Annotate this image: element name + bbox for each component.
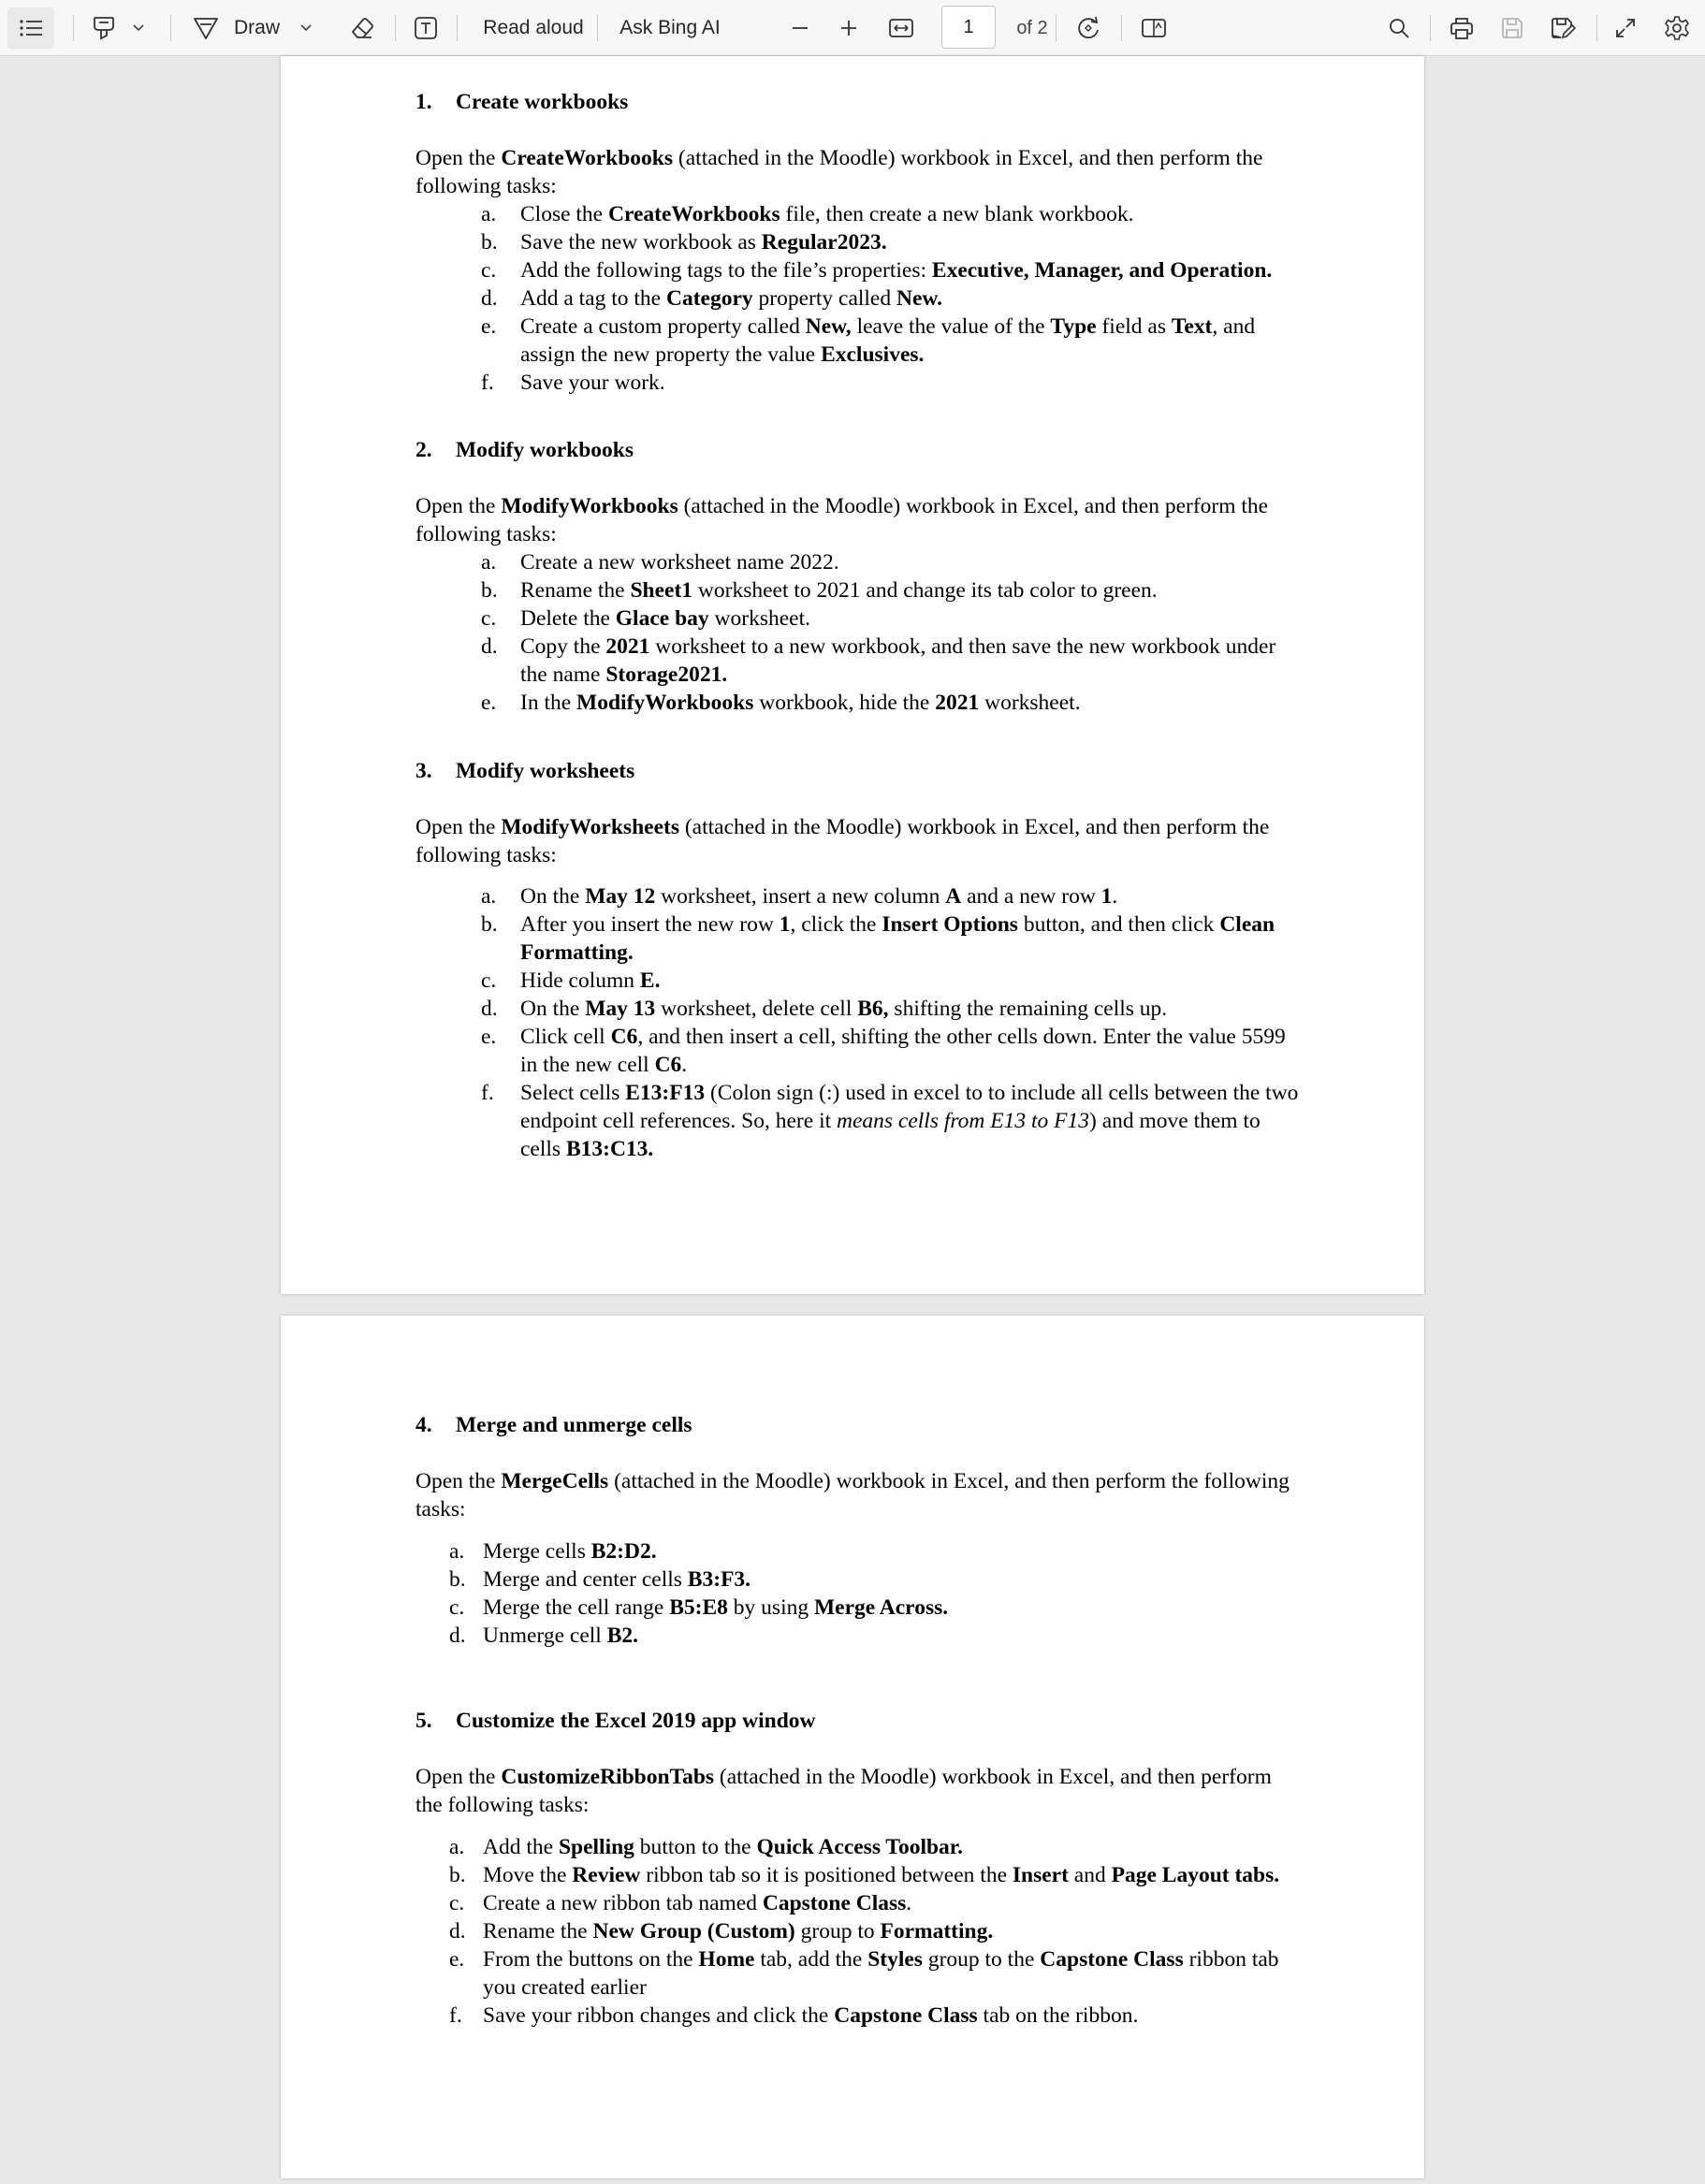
task-item-text: Save the new workbook as Regular2023. [520, 230, 887, 255]
task-item-text: On the May 13 worksheet, delete cell B6, shifting the remaining cells up. [520, 997, 1168, 1021]
task-item [449, 1861, 1291, 1889]
print-button[interactable] [1445, 0, 1479, 56]
save-as-icon [1550, 16, 1576, 40]
highlight-button[interactable] [88, 0, 120, 56]
task-item-text: Merge the cell range B5:E8 by using Merge Across. [483, 1595, 949, 1620]
save-disk-icon [1500, 16, 1524, 40]
section-intro: Open the ModifyWorkbooks (attached in the Moodle) workbook in Excel, and then perform the following tasks: [415, 494, 1269, 546]
task-item-text: Save your work. [520, 371, 665, 395]
task-item-label: b. [481, 230, 498, 255]
task-list [449, 1833, 1291, 2030]
toolbar-separator [1121, 15, 1122, 41]
task-item-label: e. [449, 1947, 465, 1972]
ask-bing-button[interactable] [614, 0, 726, 56]
task-item [481, 256, 1304, 284]
toolbar-separator [73, 15, 74, 41]
section-intro: Open the MergeCells (attached in the Moodle) workbook in Excel, and then perform the following tasks: [415, 1469, 1290, 1522]
toolbar-separator [170, 15, 171, 41]
expand-icon [1614, 17, 1637, 39]
task-item-text: Move the Review ribbon tab so it is positioned between the Insert and Page Layout tabs. [483, 1863, 1280, 1887]
task-item-text: Create a custom property called New, leave the value of the Type field as Text, and assign the new property the value Exclusives. [520, 314, 1256, 367]
task-item-label: a. [449, 1835, 465, 1859]
eraser-icon [349, 15, 375, 41]
task-item [449, 1917, 1291, 1945]
toolbar-separator [1596, 15, 1597, 41]
full-screen-button[interactable] [1610, 0, 1641, 56]
toolbar-separator [395, 15, 396, 41]
task-item-label: a. [449, 1539, 465, 1564]
toolbar-separator [1430, 15, 1431, 41]
task-item-label: b. [449, 1863, 466, 1887]
task-item-label: a. [481, 884, 497, 909]
highlight-options-chevron[interactable] [129, 0, 148, 56]
task-item-text: Click cell C6, and then insert a cell, shifting the other cells down. Enter the value 5599 in the new cell C6. [520, 1025, 1286, 1077]
zoom-in-button[interactable] [833, 0, 865, 56]
task-item [481, 910, 1304, 967]
task-item [481, 995, 1304, 1023]
task-item-text: Hide column E. [520, 968, 661, 993]
task-item [481, 200, 1304, 228]
task-item-label: f. [481, 1081, 494, 1105]
task-item-label: a. [481, 202, 497, 226]
task-item-text: Unmerge cell B2. [483, 1623, 638, 1648]
task-item-label: f. [449, 2003, 462, 2028]
task-item [449, 1889, 1291, 1917]
section-intro: Open the ModifyWorksheets (attached in the Moodle) workbook in Excel, and then perform the following tasks: [415, 815, 1270, 867]
task-list [481, 882, 1304, 1163]
page-number-value: 1 [963, 16, 974, 37]
task-item [481, 967, 1304, 995]
task-item-text: Copy the 2021 worksheet to a new workbook, and then save the new workbook under the name Storage2021. [520, 634, 1276, 687]
ask-bing-label: Ask Bing AI [619, 17, 721, 38]
task-item [481, 576, 1304, 604]
pdf-page-1 [281, 56, 1424, 1294]
minus-icon [791, 19, 809, 37]
highlighter-icon [92, 15, 116, 41]
read-aloud-button[interactable] [475, 0, 591, 56]
rotate-button[interactable] [1071, 0, 1106, 56]
section-heading: 1. Create workbooks [415, 90, 629, 114]
task-item [481, 689, 1304, 717]
contents-menu-button[interactable] [7, 7, 54, 49]
task-item-label: d. [481, 634, 498, 659]
section-heading: 5. Customize the Excel 2019 app window [415, 1709, 816, 1733]
task-item [449, 1622, 1291, 1650]
printer-icon [1449, 16, 1475, 40]
task-item [449, 1833, 1291, 1861]
task-item-label: b. [481, 578, 498, 603]
task-item [449, 2002, 1291, 2030]
task-item-label: d. [449, 1919, 466, 1944]
save-as-button[interactable] [1546, 0, 1580, 56]
fit-to-width-button[interactable] [883, 0, 919, 56]
task-item-text: On the May 12 worksheet, insert a new column A and a new row 1. [520, 884, 1118, 909]
save-button[interactable] [1495, 0, 1529, 56]
list-icon [19, 19, 43, 37]
search-icon [1388, 17, 1410, 39]
task-item [481, 1079, 1304, 1163]
read-aloud-label: Read aloud [483, 17, 584, 38]
toolbar-separator [1056, 15, 1057, 41]
task-item [481, 228, 1304, 256]
task-item-label: e. [481, 314, 497, 339]
chevron-down-icon [133, 24, 144, 32]
task-item [481, 548, 1304, 576]
task-item [481, 1023, 1304, 1079]
plus-icon [839, 19, 858, 37]
task-item-text: In the ModifyWorkbooks workbook, hide the 2021 worksheet. [520, 691, 1081, 715]
task-item-text: From the buttons on the Home tab, add the Styles group to the Capstone Class ribbon tab you created earlier [483, 1947, 1279, 2000]
task-item [481, 369, 1304, 397]
settings-button[interactable] [1660, 0, 1694, 56]
page-number-input[interactable] [941, 6, 996, 49]
task-item [481, 882, 1304, 910]
erase-button[interactable] [346, 0, 378, 56]
task-item-label: d. [481, 286, 498, 311]
zoom-out-button[interactable] [784, 0, 816, 56]
task-item-text: Create a new ribbon tab named Capstone Class. [483, 1891, 912, 1915]
task-item-label: e. [481, 1025, 497, 1049]
task-item-text: After you insert the new row 1, click the Insert Options button, and then click Clean Formatting. [520, 912, 1275, 965]
chevron-down-icon [300, 24, 312, 32]
pdf-toolbar [0, 0, 1705, 56]
pdf-page-2 [281, 1316, 1424, 2178]
section-heading: 2. Modify workbooks [415, 438, 634, 462]
task-item-text: Select cells E13:F13 (Colon sign (:) used in excel to to include all cells between the two endpoint cell references. So, here it means cells from E13 to F13) and move them to cells B13:C13. [520, 1081, 1299, 1161]
toolbar-separator [597, 15, 598, 41]
task-item [481, 633, 1304, 689]
task-item-text: Rename the Sheet1 worksheet to 2021 and change its tab color to green. [520, 578, 1158, 603]
task-item [481, 604, 1304, 633]
task-item-label: d. [449, 1623, 466, 1648]
task-item-text: Add a tag to the Category property called New. [520, 286, 942, 311]
page-view-button[interactable] [1136, 0, 1172, 56]
task-item [449, 1945, 1291, 2002]
task-item-label: c. [481, 606, 497, 631]
task-item-label: b. [449, 1567, 466, 1592]
task-item-text: Create a new worksheet name 2022. [520, 550, 839, 575]
section-heading: 4. Merge and unmerge cells [415, 1413, 692, 1437]
task-item-label: c. [449, 1891, 465, 1915]
task-item-label: a. [481, 550, 497, 575]
toolbar-separator [457, 15, 458, 41]
task-item-label: e. [481, 691, 497, 715]
rotate-icon [1075, 15, 1101, 41]
task-item-label: d. [481, 997, 498, 1021]
task-item [449, 1565, 1291, 1594]
two-page-view-icon [1141, 17, 1167, 39]
draw-button[interactable] [193, 0, 333, 56]
task-item-text: Rename the New Group (Custom) group to Formatting. [483, 1919, 994, 1944]
fit-width-icon [888, 17, 914, 39]
task-list [481, 200, 1304, 397]
task-item [481, 284, 1304, 313]
add-text-button[interactable] [410, 0, 442, 56]
task-item [449, 1537, 1291, 1565]
section-intro: Open the CreateWorkbooks (attached in the Moodle) workbook in Excel, and then perform the following tasks: [415, 146, 1263, 198]
section-intro: Open the CustomizeRibbonTabs (attached in the Moodle) workbook in Excel, and then perform the following tasks: [415, 1765, 1272, 1817]
text-box-icon [413, 15, 439, 41]
task-item [481, 313, 1304, 369]
task-list [481, 548, 1304, 717]
section-heading: 3. Modify worksheets [415, 759, 635, 783]
task-item-text: Add the following tags to the file’s properties: Executive, Manager, and Operation. [520, 258, 1273, 283]
task-item-label: c. [449, 1595, 465, 1620]
gear-icon [1664, 15, 1690, 41]
draw-pen-icon [193, 16, 219, 40]
task-item-label: c. [481, 258, 497, 283]
task-item [449, 1594, 1291, 1622]
task-item-text: Delete the Glace bay worksheet. [520, 606, 810, 631]
task-item-text: Close the CreateWorkbooks file, then create a new blank workbook. [520, 202, 1134, 226]
search-button[interactable] [1383, 0, 1415, 56]
task-item-label: c. [481, 968, 497, 993]
draw-label: Draw [234, 17, 281, 38]
page-total: of 2 [1016, 17, 1048, 38]
task-item-text: Save your ribbon changes and click the Capstone Class tab on the ribbon. [483, 2003, 1139, 2028]
task-item-text: Merge and center cells B3:F3. [483, 1567, 751, 1592]
task-list [449, 1537, 1291, 1650]
task-item-label: f. [481, 371, 494, 395]
task-item-label: b. [481, 912, 498, 937]
task-item-text: Add the Spelling button to the Quick Access Toolbar. [483, 1835, 963, 1859]
task-item-text: Merge cells B2:D2. [483, 1539, 657, 1564]
